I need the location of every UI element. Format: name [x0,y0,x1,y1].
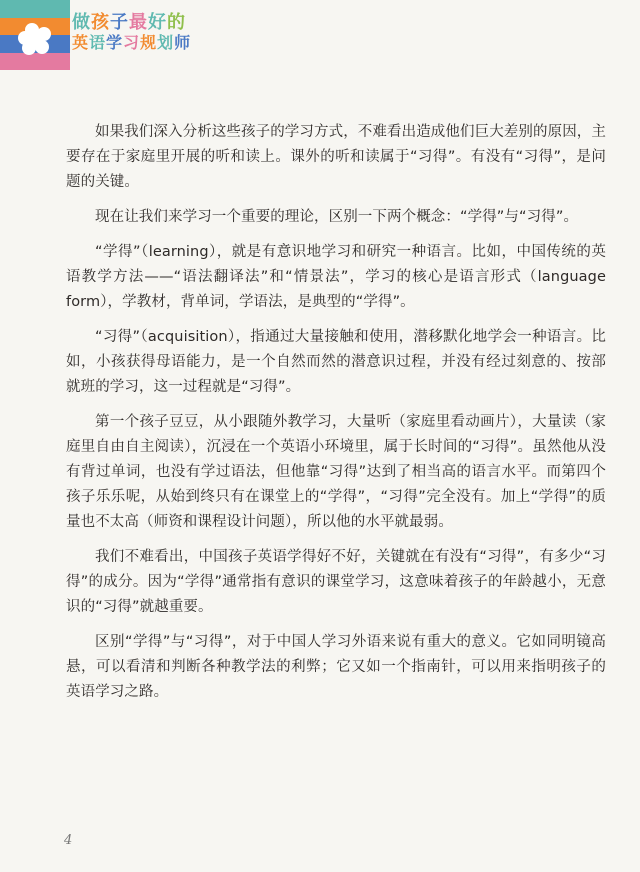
logo-line-2 [72,32,192,52]
logo-char: 划 [157,32,175,52]
paragraph: 现在让我们来学习一个重要的理论，区别一下两个概念：“学得”与“习得”。 [95,209,579,225]
paragraph: “学得”（learning），就是有意识地学习和研究一种语言。比如，中国传统的英语教学方法——“语法翻译法”和“情景法”，学习的核心是语言形式（language form），学教材，背单词，学语法，是典型的“学得”。 [66,244,606,310]
logo-char: 孩 [91,12,110,33]
logo-char: 好 [148,12,167,33]
logo-char: 规 [140,32,158,52]
page-body [66,120,606,715]
paragraph: 如果我们深入分析这些孩子的学习方式，不难看出造成他们巨大差别的原因，主要存在于家庭里开展的听和读上。课外的听和读属于“习得”。有没有“习得”，是问题的关键。 [66,124,606,190]
paragraph: 第一个孩子豆豆，从小跟随外教学习，大量听（家庭里看动画片），大量读（家庭里自由自主阅读），沉浸在一个英语小环境里，属于长时间的“习得”。虽然他从没有背过单词，也没有学过语法，但他靠“习得”达到了相当高的语言水平。而第四个孩子乐乐呢，从始到终只有在课堂上的“学得”，“习得”完全没有。加上“学得”的质量也不太高（师资和课程设计问题），所以他的水平就最弱。 [66,414,606,530]
logo-char: 学 [106,32,124,52]
paragraph: “习得”（acquisition），指通过大量接触和使用，潜移默化地学会一种语言。比如，小孩获得母语能力，是一个自然而然的潜意识过程，并没有经过刻意的、按部就班的学习，这一过程就是“习得”。 [66,329,606,395]
logo-title [72,14,191,52]
page-number: 4 [64,833,73,848]
logo-char: 习 [123,32,141,52]
logo-char: 师 [174,32,192,52]
logo-char: 英 [72,32,90,52]
logo-char: 语 [89,32,107,52]
logo-char: 最 [129,12,148,33]
logo-char: 的 [167,12,186,33]
logo-line-1 [72,14,191,33]
paragraph: 区别“学得”与“习得”，对于中国人学习外语来说有重大的意义。它如同明镜高悬，可以看清和判断各种教学法的利弊；它又如一个指南针，可以用来指明孩子的英语学习之路。 [66,634,606,700]
logo-char: 做 [72,12,91,33]
logo-flower-icon [0,0,70,70]
paragraph: 我们不难看出，中国孩子英语学得好不好，关键就在有没有“习得”，有多少“习得”的成分。因为“学得”通常指有意识的课堂学习，这意味着孩子的年龄越小，无意识的“习得”就越重要。 [66,549,606,615]
logo-graphic [0,0,70,70]
logo-char: 子 [110,12,129,33]
